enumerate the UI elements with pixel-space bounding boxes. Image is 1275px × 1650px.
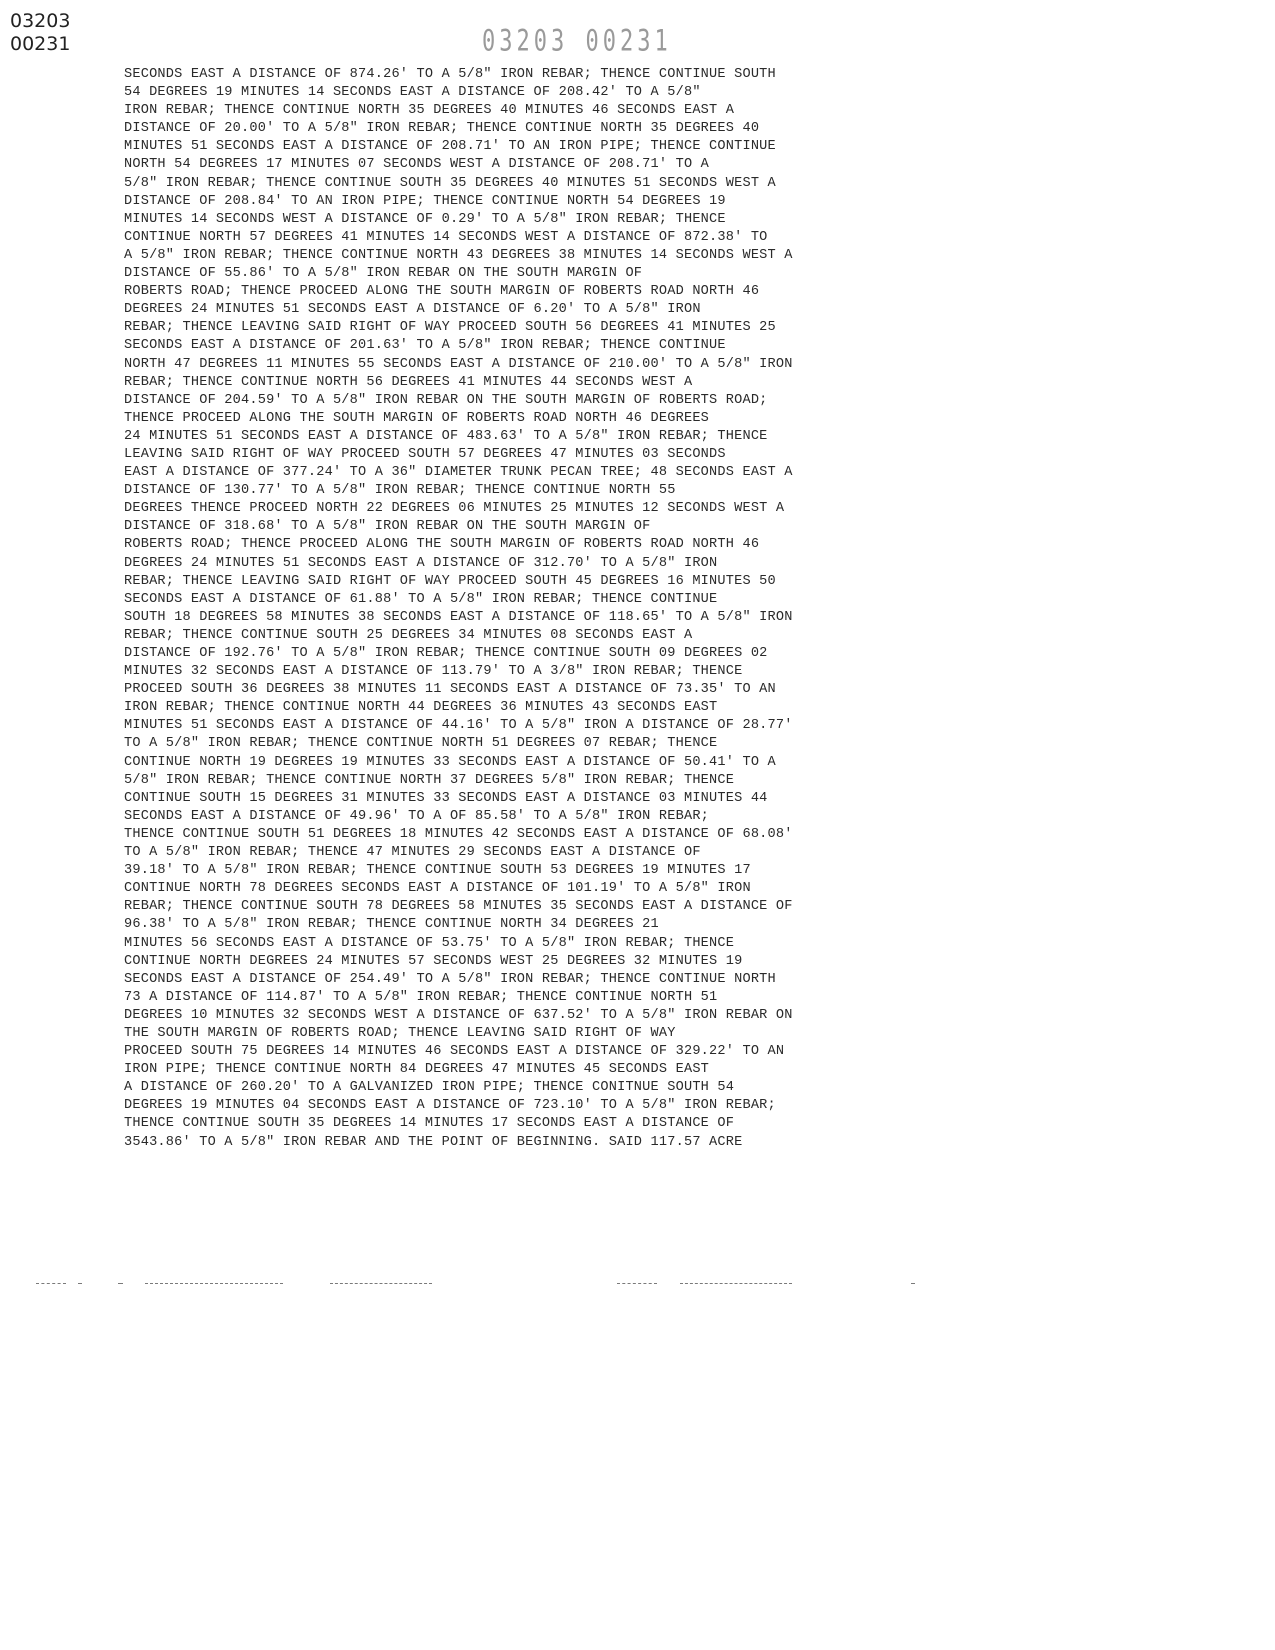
text-line: REBAR; THENCE CONTINUE SOUTH 78 DEGREES 58 MINUTES 35 SECONDS EAST A DISTANCE OF [124,899,793,915]
text-line: PROCEED SOUTH 36 DEGREES 38 MINUTES 11 SECONDS EAST A DISTANCE OF 73.35' TO AN [124,682,776,698]
text-line: DISTANCE OF 318.68' TO A 5/8" IRON REBAR ON THE SOUTH MARGIN OF [124,519,651,535]
text-line: DISTANCE OF 204.59' TO A 5/8" IRON REBAR ON THE SOUTH MARGIN OF ROBERTS ROAD; [124,392,768,408]
text-line: LEAVING SAID RIGHT OF WAY PROCEED SOUTH 57 DEGREES 47 MINUTES 03 SECONDS [124,446,726,462]
text-line: MINUTES 51 SECONDS EAST A DISTANCE OF 208.71' TO AN IRON PIPE; THENCE CONTINUE [124,139,776,155]
text-line: CONTINUE NORTH 19 DEGREES 19 MINUTES 33 SECONDS EAST A DISTANCE OF 50.41' TO A [124,754,776,770]
text-line: SECONDS EAST A DISTANCE OF 874.26' TO A 5/8" IRON REBAR; THENCE CONTINUE SOUTH [124,67,776,82]
text-line: TO A 5/8" IRON REBAR; THENCE 47 MINUTES 29 SECONDS EAST A DISTANCE OF [124,845,701,861]
text-line: CONTINUE NORTH DEGREES 24 MINUTES 57 SECONDS WEST 25 DEGREES 32 MINUTES 19 [124,953,743,969]
document-id-line: 03203 [10,10,71,32]
text-line: NORTH 54 DEGREES 17 MINUTES 07 SECONDS WEST A DISTANCE OF 208.71' TO A [124,157,710,173]
text-line: A 5/8" IRON REBAR; THENCE CONTINUE NORTH 43 DEGREES 38 MINUTES 14 SECONDS WEST A [124,247,793,263]
text-line: REBAR; THENCE LEAVING SAID RIGHT OF WAY PROCEED SOUTH 56 DEGREES 41 MINUTES 25 [124,320,776,336]
text-line: IRON PIPE; THENCE CONTINUE NORTH 84 DEGREES 47 MINUTES 45 SECONDS EAST [124,1062,710,1078]
text-line: THE SOUTH MARGIN OF ROBERTS ROAD; THENCE LEAVING SAID RIGHT OF WAY [124,1025,676,1041]
text-line: THENCE PROCEED ALONG THE SOUTH MARGIN OF ROBERTS ROAD NORTH 46 DEGREES [124,410,710,426]
text-line: A DISTANCE OF 260.20' TO A GALVANIZED IRON PIPE; THENCE CONITNUE SOUTH 54 [124,1080,735,1096]
text-line: 39.18' TO A 5/8" IRON REBAR; THENCE CONTINUE SOUTH 53 DEGREES 19 MINUTES 17 [124,863,751,879]
text-line: DEGREES 24 MINUTES 51 SECONDS EAST A DISTANCE OF 6.20' TO A 5/8" IRON [124,302,701,318]
text-line: THENCE CONTINUE SOUTH 35 DEGREES 14 MINUTES 17 SECONDS EAST A DISTANCE OF [124,1116,735,1132]
text-line: 3543.86' TO A 5/8" IRON REBAR AND THE POINT OF BEGINNING. SAID 117.57 ACRE [124,1134,743,1150]
text-line: DISTANCE OF 130.77' TO A 5/8" IRON REBAR; THENCE CONTINUE NORTH 55 [124,483,676,499]
document-id [10,10,70,56]
text-line: SECONDS EAST A DISTANCE OF 61.88' TO A 5/8" IRON REBAR; THENCE CONTINUE [124,591,718,607]
text-line: 54 DEGREES 19 MINUTES 14 SECONDS EAST A DISTANCE OF 208.42' TO A 5/8" [124,85,701,101]
text-line: 73 A DISTANCE OF 114.87' TO A 5/8" IRON REBAR; THENCE CONTINUE NORTH 51 [124,989,718,1005]
text-line: ROBERTS ROAD; THENCE PROCEED ALONG THE SOUTH MARGIN OF ROBERTS ROAD NORTH 46 [124,284,760,300]
document-id-line: 00231 [10,33,71,55]
text-line: CONTINUE NORTH 78 DEGREES SECONDS EAST A DISTANCE OF 101.19' TO A 5/8" IRON [124,881,751,897]
text-line: DEGREES 10 MINUTES 32 SECONDS WEST A DISTANCE OF 637.52' TO A 5/8" IRON REBAR ON [124,1007,793,1023]
text-line: DEGREES THENCE PROCEED NORTH 22 DEGREES 06 MINUTES 25 MINUTES 12 SECONDS WEST A [124,501,785,517]
text-line: 96.38' TO A 5/8" IRON REBAR; THENCE CONTINUE NORTH 34 DEGREES 21 [124,917,659,933]
text-line: DISTANCE OF 192.76' TO A 5/8" IRON REBAR; THENCE CONTINUE SOUTH 09 DEGREES 02 [124,646,768,661]
text-line: TO A 5/8" IRON REBAR; THENCE CONTINUE NORTH 51 DEGREES 07 REBAR; THENCE [124,736,718,752]
text-line: IRON REBAR; THENCE CONTINUE NORTH 44 DEGREES 36 MINUTES 43 SECONDS EAST [124,700,718,716]
text-line: SECONDS EAST A DISTANCE OF 49.96' TO A OF 85.58' TO A 5/8" IRON REBAR; [124,808,710,824]
legal-description-text [124,66,924,1152]
text-line: SECONDS EAST A DISTANCE OF 201.63' TO A 5/8" IRON REBAR; THENCE CONTINUE [124,338,726,354]
text-line: MINUTES 51 SECONDS EAST A DISTANCE OF 44.16' TO A 5/8" IRON A DISTANCE OF 28.77' [124,718,793,734]
text-line: SECONDS EAST A DISTANCE OF 254.49' TO A 5/8" IRON REBAR; THENCE CONTINUE NORTH [124,971,776,987]
text-line: DEGREES 24 MINUTES 51 SECONDS EAST A DISTANCE OF 312.70' TO A 5/8" IRON [124,555,718,571]
text-line: DEGREES 19 MINUTES 04 SECONDS EAST A DISTANCE OF 723.10' TO A 5/8" IRON REBAR; [124,1098,776,1114]
text-line: REBAR; THENCE CONTINUE SOUTH 25 DEGREES 34 MINUTES 08 SECONDS EAST A [124,627,693,643]
page-stamp: 03203 00231 [482,25,672,59]
text-line: CONTINUE SOUTH 15 DEGREES 31 MINUTES 33 SECONDS EAST A DISTANCE 03 MINUTES 44 [124,790,768,806]
text-line: NORTH 47 DEGREES 11 MINUTES 55 SECONDS EAST A DISTANCE OF 210.00' TO A 5/8" IRON [124,356,793,372]
text-line: THENCE CONTINUE SOUTH 51 DEGREES 18 MINUTES 42 SECONDS EAST A DISTANCE OF 68.08' [124,826,793,842]
text-line: 5/8" IRON REBAR; THENCE CONTINUE SOUTH 35 DEGREES 40 MINUTES 51 SECONDS WEST A [124,175,776,191]
text-line: 24 MINUTES 51 SECONDS EAST A DISTANCE OF 483.63' TO A 5/8" IRON REBAR; THENCE [124,428,768,444]
text-line: PROCEED SOUTH 75 DEGREES 14 MINUTES 46 SECONDS EAST A DISTANCE OF 329.22' TO AN [124,1044,785,1060]
text-line: MINUTES 32 SECONDS EAST A DISTANCE OF 113.79' TO A 3/8" IRON REBAR; THENCE [124,664,743,680]
text-line: MINUTES 56 SECONDS EAST A DISTANCE OF 53.75' TO A 5/8" IRON REBAR; THENCE [124,935,735,951]
text-line: DISTANCE OF 20.00' TO A 5/8" IRON REBAR; THENCE CONTINUE NORTH 35 DEGREES 40 [124,121,760,137]
text-line: IRON REBAR; THENCE CONTINUE NORTH 35 DEGREES 40 MINUTES 46 SECONDS EAST A [124,103,735,119]
text-line: EAST A DISTANCE OF 377.24' TO A 36" DIAMETER TRUNK PECAN TREE; 48 SECONDS EAST A [124,465,793,481]
text-line: MINUTES 14 SECONDS WEST A DISTANCE OF 0.29' TO A 5/8" IRON REBAR; THENCE [124,211,726,227]
text-line: REBAR; THENCE CONTINUE NORTH 56 DEGREES 41 MINUTES 44 SECONDS WEST A [124,374,693,390]
text-line: DISTANCE OF 208.84' TO AN IRON PIPE; THENCE CONTINUE NORTH 54 DEGREES 19 [124,193,726,209]
text-line: SOUTH 18 DEGREES 58 MINUTES 38 SECONDS EAST A DISTANCE OF 118.65' TO A 5/8" IRON [124,609,793,625]
text-line: CONTINUE NORTH 57 DEGREES 41 MINUTES 14 SECONDS WEST A DISTANCE OF 872.38' TO [124,229,768,245]
text-line: ROBERTS ROAD; THENCE PROCEED ALONG THE SOUTH MARGIN OF ROBERTS ROAD NORTH 46 [124,537,760,553]
text-line: DISTANCE OF 55.86' TO A 5/8" IRON REBAR ON THE SOUTH MARGIN OF [124,266,643,282]
scan-artifact-marks [0,1283,1275,1287]
text-line: 5/8" IRON REBAR; THENCE CONTINUE NORTH 37 DEGREES 5/8" IRON REBAR; THENCE [124,772,735,788]
text-line: REBAR; THENCE LEAVING SAID RIGHT OF WAY PROCEED SOUTH 45 DEGREES 16 MINUTES 50 [124,573,776,589]
